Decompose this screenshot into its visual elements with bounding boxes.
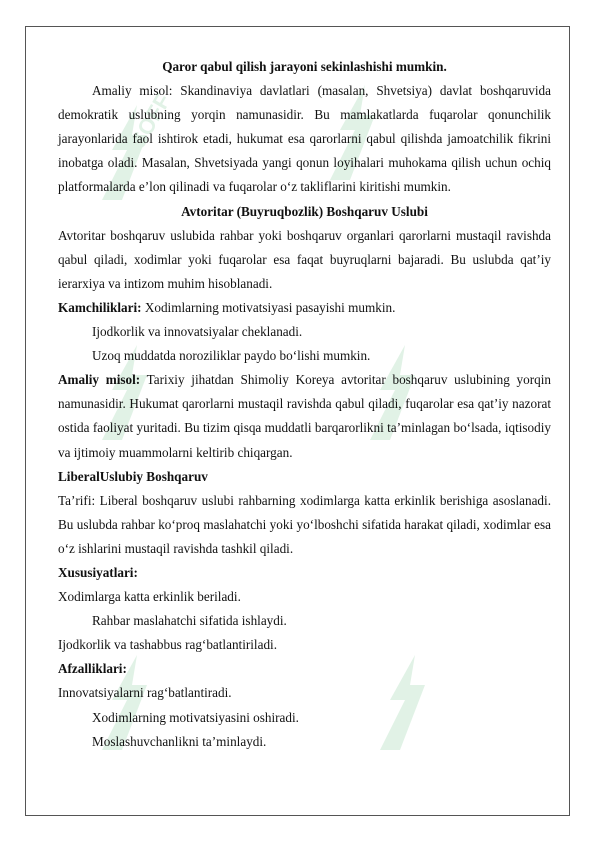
- paragraph-liberal-def: Ta’rifi: Liberal boshqaruv uslubi rahbarning xodimlarga katta erkinlik berishiga asoslanadi. Bu uslubda rahbar ko‘proq maslahatchi yoki yo‘lboshchi sifatida harakat qiladi, xodimlar esa o‘z ishlarini mustaqil ravishda tashkil qiladi.: [58, 492, 551, 556]
- heading-statement: Qaror qabul qilish jarayoni sekinlashishi mumkin.: [162, 59, 447, 74]
- drawbacks-line: Kamchiliklari: Xodimlarning motivatsiyasi pasayishi mumkin.: [58, 299, 396, 315]
- document-body: [58, 55, 551, 754]
- section-heading-authoritarian: Avtoritar (Buyruqbozlik) Boshqaruv Uslubi: [181, 203, 428, 219]
- paragraph-authoritarian-def: Avtoritar boshqaruv uslubida rahbar yoki boshqaruv organlari qarorlarni mustaqil ravishda qabul qiladi, xodimlar yoki fuqarolar esa faqat buyruqlarni bajaradi. Bu uslubda qat’iy ierarxiya va intizom muhim hisoblanadi.: [58, 227, 551, 291]
- label-features: Xususiyatlari:: [58, 564, 138, 580]
- list-item: Ijodkorlik va tashabbus rag‘batlantiriladi.: [58, 637, 277, 653]
- paragraph-democratic-example: Amaliy misol: Skandinaviya davlatlari (masalan, Shvetsiya) davlat boshqaruvida demokratik uslubning yorqin namunasidir. Bu mamlakatlarda fuqarolar qonunchilik jarayonlarida faol ishtirok etadi, hukumat esa qarorlarni qabul qilishda jamoatchilik fikrini inobatga oladi. Masalan, Shvetsiyada yangi qonun loyihalari muhokama qilish uchun ochiq platformalarda e’lon qilinadi va fuqarolar o‘z takliflarini kiritishi mumkin.: [58, 83, 551, 195]
- label-advantages: Afzalliklari:: [58, 661, 127, 677]
- list-item: Uzoq muddatda noroziliklar paydo bo‘lishi mumkin.: [92, 348, 371, 364]
- section-heading-liberal: LiberalUslubiy Boshqaruv: [58, 468, 208, 484]
- svg-text:SOFF: SOFF: [124, 90, 172, 153]
- list-item: Moslashuvchanlikni ta’minlaydi.: [92, 733, 267, 749]
- list-item: Ijodkorlik va innovatsiyalar cheklanadi.: [92, 324, 303, 340]
- list-item: Xodimlarning motivatsiyasini oshiradi.: [92, 709, 299, 725]
- list-item: Xodimlarga katta erkinlik beriladi.: [58, 589, 241, 605]
- list-item: Innovatsiyalarni rag‘batlantiradi.: [58, 685, 232, 701]
- label-drawbacks: Kamchiliklari:: [58, 299, 142, 315]
- label-example: Amaliy misol:: [58, 372, 141, 388]
- list-item: Rahbar maslahatchi sifatida ishlaydi.: [92, 613, 287, 629]
- paragraph-authoritarian-example: Amaliy misol: Tarixiy jihatdan Shimoliy Koreya avtoritar boshqaruv uslubining yorqin namunasidir. Hukumat qarorlarni mustaqil ravishda qabul qiladi, fuqarolar esa qat’iy nazorat ostida faoliyat yuritadi. Bu tizim qisqa muddatli barqarorlikni ta’minlagan bo‘lsada, iqtisodiy va ijtimoiy muammolarni keltirib chiqargan.: [58, 372, 551, 460]
